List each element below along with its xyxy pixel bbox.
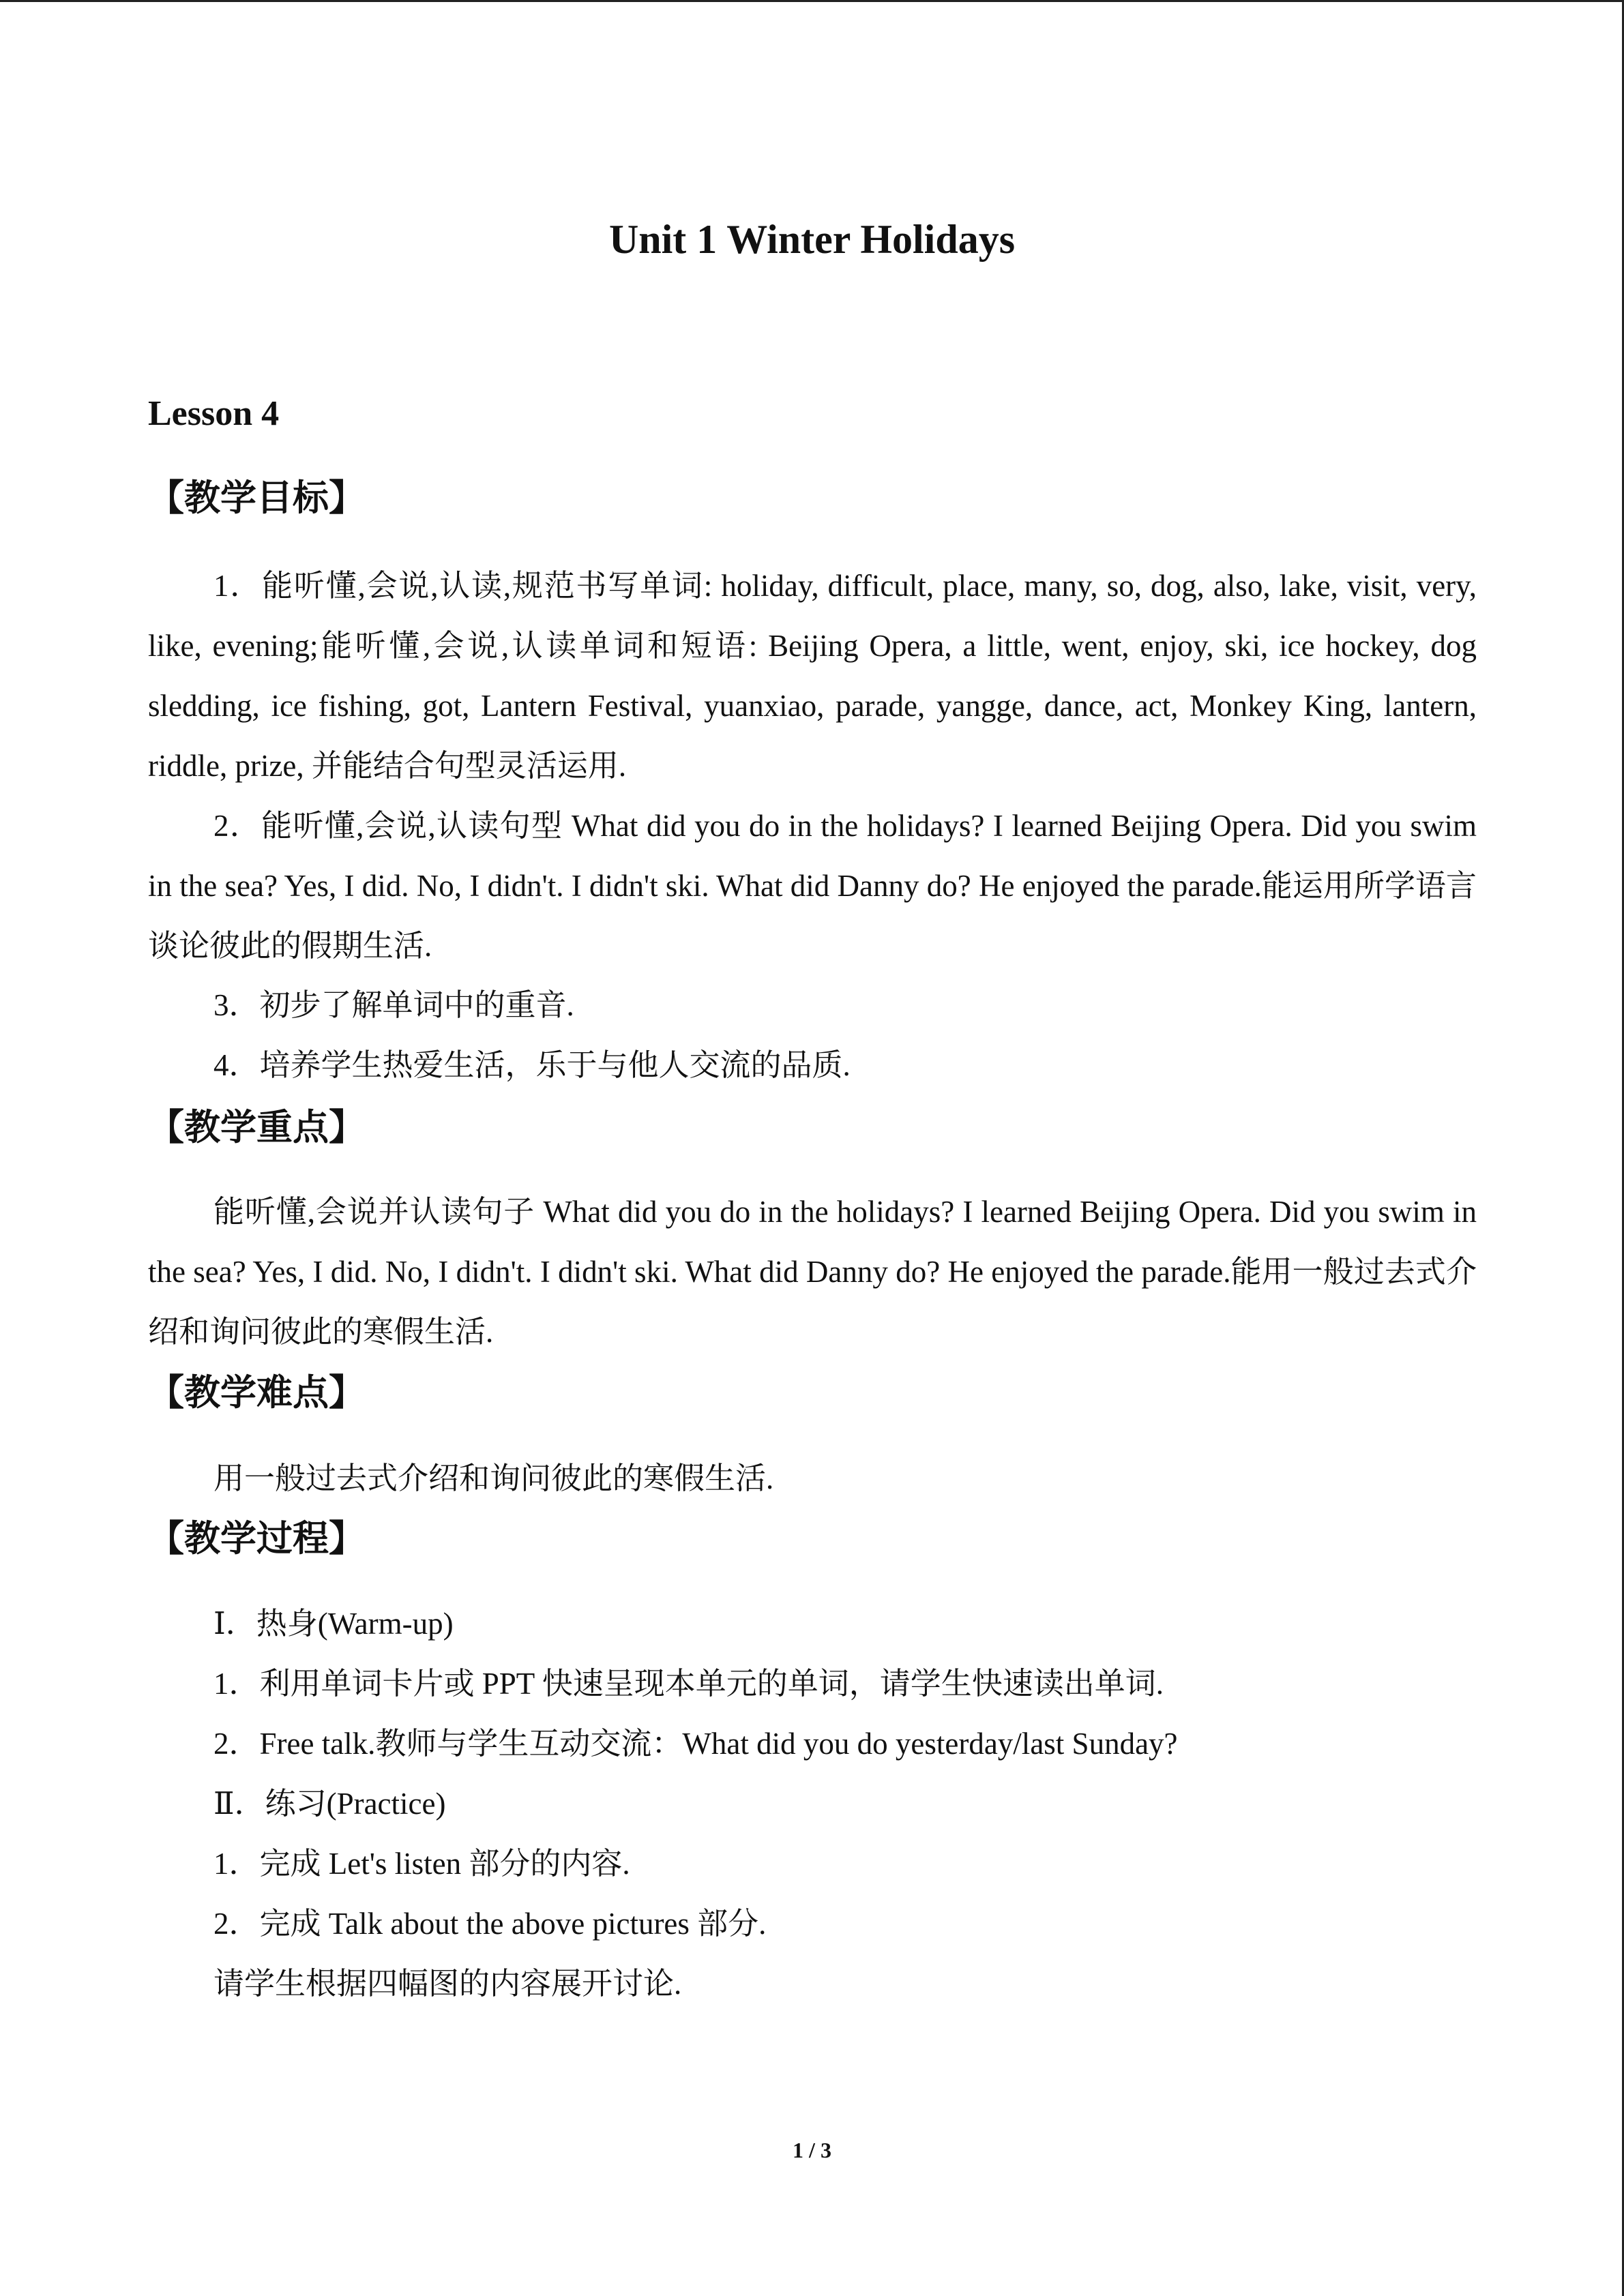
lesson-heading: Lesson 4 [148,394,280,433]
document-title: Unit 1 Winter Holidays [608,217,1016,262]
objectives-paragraph-2: 2．能听懂,会说,认读句型 What did you do in the holidays? I learned Beijing Opera. Did you swim in the sea? Yes, I did. No, I didn't. I didn't ski. What did Danny do? He enjoyed the parade.能运用所学语言谈论彼此的假期生活. [148,809,1477,963]
key-points-paragraph: 能听懂,会说并认读句子 What did you do in the holidays? I learned Beijing Opera. Did you swim in the sea? Yes, I did. No, I didn't. I didn't ski. What did Danny do? He enjoyed the parade.能用一般过去式介绍和询问彼此的寒假生活. [148,1195,1477,1349]
objectives-paragraph-4: 4．培养学生热爱生活，乐于与他人交流的品质. [213,1048,851,1082]
process-practice-heading: Ⅱ．练习(Practice) [213,1787,446,1821]
process-practice-note: 请学生根据四幅图的内容展开讨论. [213,1967,682,2001]
section-heading-objectives: 【教学目标】 [148,477,365,519]
difficulties-paragraph: 用一般过去式介绍和询问彼此的寒假生活. [213,1461,774,1495]
objectives-paragraph-1: 1．能听懂,会说,认读,规范书写单词: holiday, difficult, place, many, so, dog, also, lake, visit, very, like, evening;能听懂,会说,认读单词和短语: Beijing Opera, a little, went, enjoy, ski, ice hockey, dog sledding, ice fishing, got, Lantern Festival, yuanxiao, parade, yangge, dance, act, Monkey King, lantern, riddle, prize, 并能结合句型灵活运用. [148,569,1477,783]
process-step-2: 2．Free talk.教师与学生互动交流：What did you do yesterday/last Sunday? [213,1727,1178,1761]
process-step-1: 1．利用单词卡片或 PPT 快速呈现本单元的单词，请学生快速读出单词. [213,1667,1164,1701]
process-warmup-heading: Ⅰ．热身(Warm-up) [213,1607,454,1641]
section-heading-difficulties: 【教学难点】 [148,1372,365,1414]
process-practice-step-1: 1．完成 Let's listen 部分的内容. [213,1847,630,1881]
process-practice-step-2: 2．完成 Talk about the above pictures 部分. [213,1907,767,1941]
section-heading-key-points: 【教学重点】 [148,1107,365,1148]
objectives-paragraph-3: 3．初步了解单词中的重音. [213,988,574,1022]
page-number: 1 / 3 [793,2138,831,2162]
section-heading-process: 【教学过程】 [148,1518,365,1560]
